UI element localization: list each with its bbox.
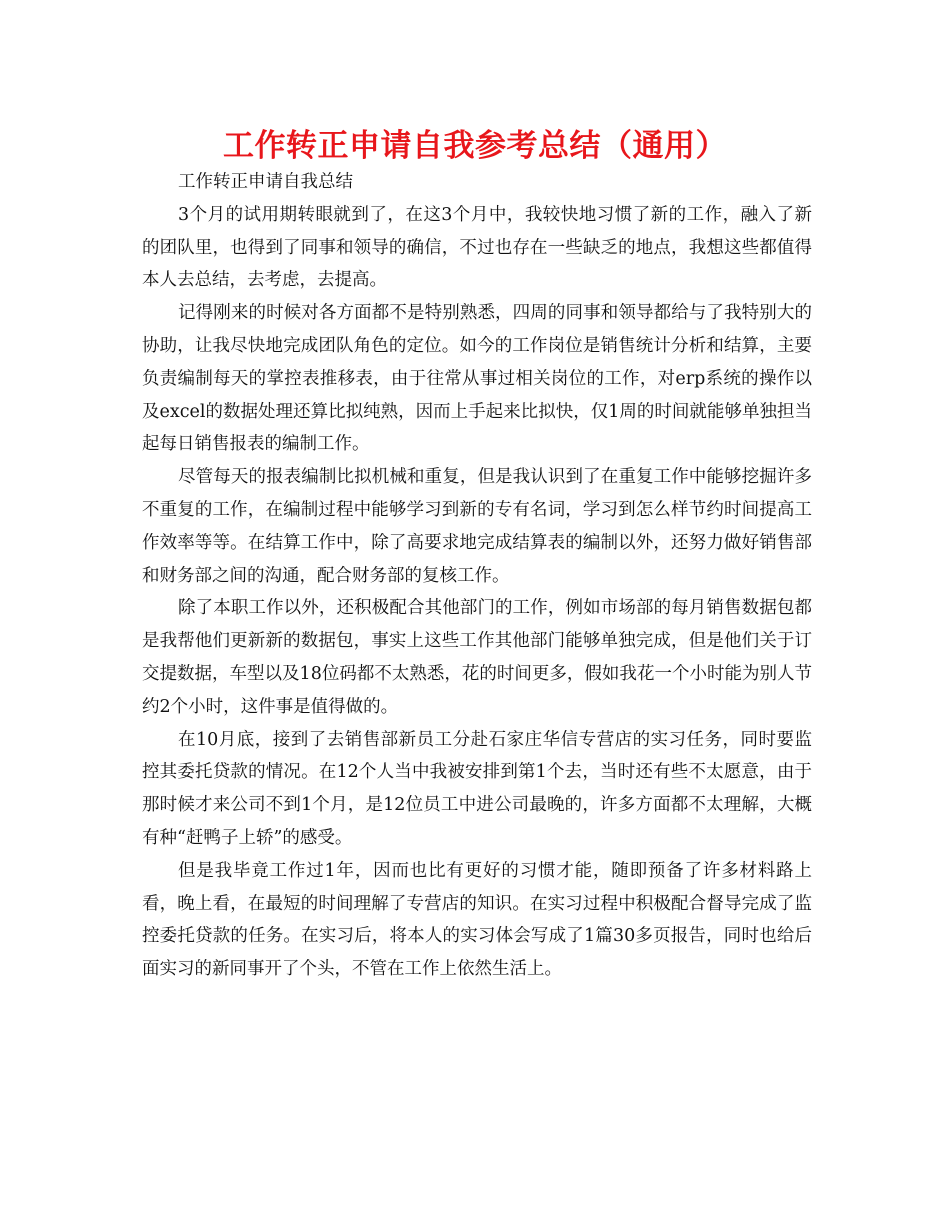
document-body — [142, 166, 812, 986]
paragraph-6: 但是我毕竟工作过1年，因而也比有更好的习惯才能，随即预备了许多材料路上看，晚上看，在最短的时间理解了专营店的知识。在实习过程中积极配合督导完成了监控委托贷款的任务。在实习后，将本人的实习体会写成了1篇30多页报告，同时也给后面实习的新同事开了个头，不管在工作上依然生活上。 — [142, 860, 812, 980]
paragraph-2: 记得刚来的时候对各方面都不是特别熟悉，四周的同事和领导都给与了我特别大的协助，让我尽快地完成团队角色的定位。如今的工作岗位是销售统计分析和结算，主要负责编制每天的掌控表推移表，由于往常从事过相关岗位的工作，对erp系统的操作以及excel的数据处理还算比拟纯熟，因而上手起来比拟快，仅1周的时间就能够单独担当起每日销售报表的编制工作。 — [142, 303, 812, 455]
document-subtitle: 工作转正申请自我总结 — [178, 172, 353, 192]
document-title: 工作转正申请自我参考总结（通用） — [223, 128, 727, 164]
paragraph-3: 尽管每天的报表编制比拟机械和重复，但是我认识到了在重复工作中能够挖掘许多不重复的工作，在编制过程中能够学习到新的专有名词，学习到怎么样节约时间提高工作效率等等。在结算工作中，除了高要求地完成结算表的编制以外，还努力做好销售部和财务部之间的沟通，配合财务部的复核工作。 — [142, 467, 812, 586]
paragraph-1: 3个月的试用期转眼就到了，在这3个月中，我较快地习惯了新的工作，融入了新的团队里，也得到了同事和领导的确信，不过也存在一些缺乏的地点，我想这些都值得本人去总结，去考虑，去提高。 — [142, 204, 812, 291]
paragraph-4: 除了本职工作以外，还积极配合其他部门的工作，例如市场部的每月销售数据包都是我帮他们更新新的数据包，事实上这些工作其他部门能够单独完成，但是他们关于订交提数据，车型以及18位码都不太熟悉，花的时间更多，假如我花一个小时能为别人节约2个小时，这件事是值得做的。 — [142, 598, 812, 717]
paragraph-5: 在10月底，接到了去销售部新员工分赴石家庄华信专营店的实习任务，同时要监控其委托贷款的情况。在12个人当中我被安排到第1个去，当时还有些不太愿意，由于那时候才来公司不到1个月，是12位员工中进公司最晚的，许多方面都不太理解，大概有种“赶鸭子上轿”的感受。 — [142, 729, 812, 848]
